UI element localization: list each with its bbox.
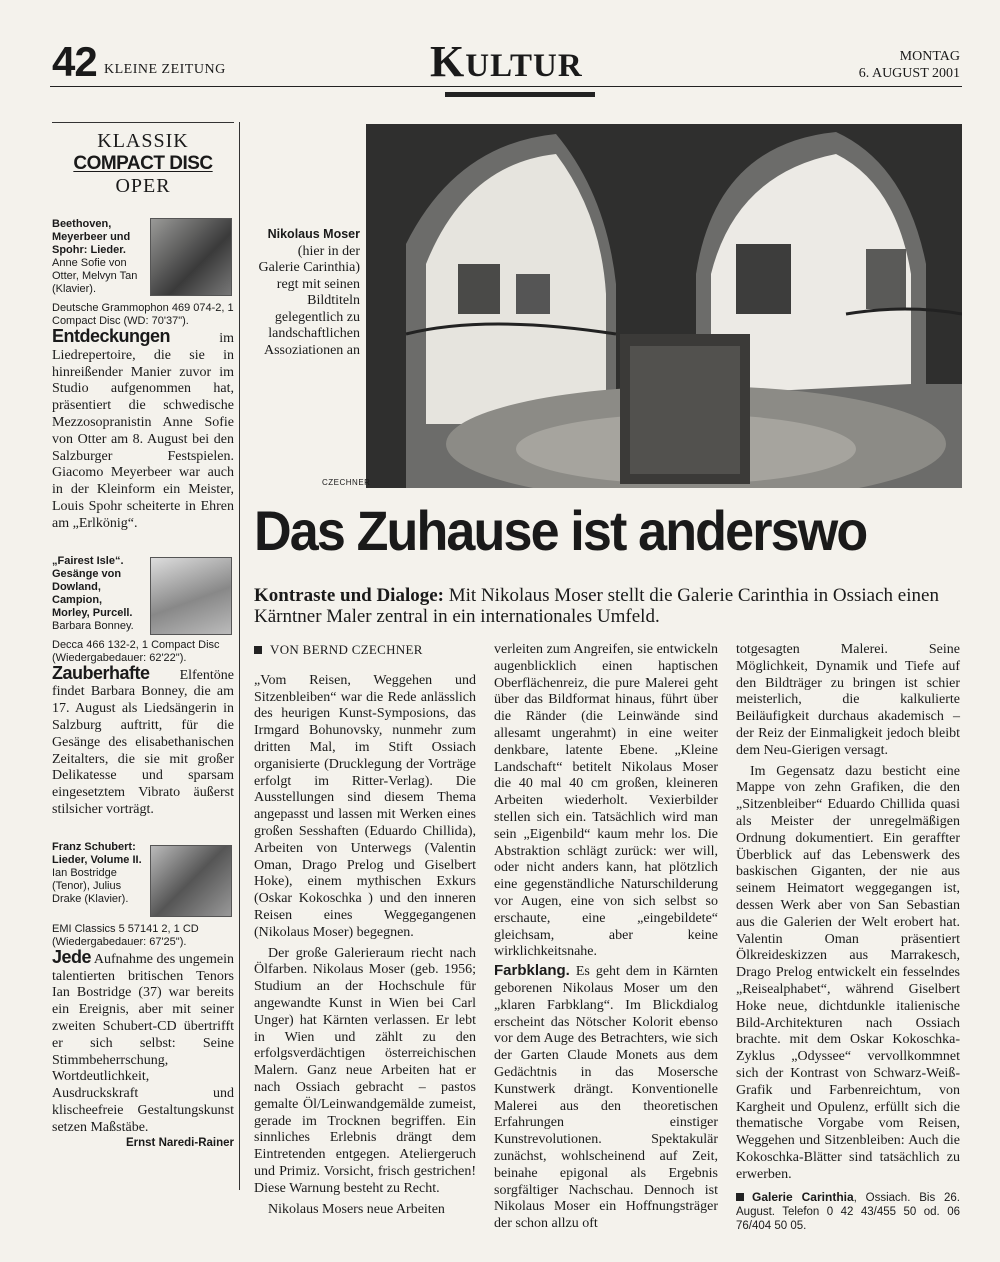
cd-label: Deutsche Grammophon 469 074-2, 1 Compact Disc (WD: 70'37").	[52, 302, 234, 327]
deck-text: Mit Nikolaus Moser stellt die Galerie Carinthia in Ossiach einen Kärntner Maler zentral in ein internationales Umfeld.	[254, 585, 939, 627]
section-title-initial: K	[430, 37, 466, 86]
article-column-2	[494, 642, 718, 1233]
article-column-1	[254, 642, 476, 1218]
paragraph: Der große Galerieraum riecht nach Ölfarben. Nikolaus Moser (geb. 1956; Studium an der Hochschule für angewandte Kunst in Wien bei Carl Unger) hat Kärnten verlassen. Er lebt in Wien und zählt zu den erfolgsverdächtigen österreichischen Malern. Ganz neue Arbeiten hat er nach Ossiach gebracht – pastos gemalte Öl/Leinwandgemälde zumeist, gerade im Trocknen begriffen. Ein sinnliches Erlebnis drängt dem Eintretenden entgegen. Ateliergeruch und Primiz. Vorsicht, frisch gestrichen! Diese Warnung besteht zu Recht.	[254, 945, 476, 1196]
sidebar-top-rule	[52, 122, 234, 123]
sidebar-heading-klassik: KLASSIK	[97, 130, 189, 152]
section-rule	[445, 92, 595, 97]
deck-lead: Kontraste und Dialoge:	[254, 585, 444, 606]
article-headline: Das Zuhause ist anderswo	[254, 499, 867, 562]
cd-artists: Ian Bostridge (Tenor), Julius Drake (Klavier).	[52, 866, 129, 905]
cd-label: Decca 466 132-2, 1 Compact Disc (Wiedergabedauer: 62'22").	[52, 638, 220, 664]
cd-title: „Fairest Isle“. Gesänge von Dowland, Campion, Morley, Purcell.	[52, 554, 133, 619]
review-lead: Jede	[52, 946, 92, 967]
review-lead: Entdeckungen	[52, 326, 171, 346]
issue-date	[859, 48, 960, 82]
bullet-square-icon	[254, 646, 262, 654]
review-body: Elfentöne findet Barbara Bonney, die am 17. August als Liedsängerin in Salzburg auftritt, für die Gesänge des elisabethanischen Zeitalters, die sie mit großer Delikatesse und sparsam eingesetztem Vibrato äußerst stilsicher vorträgt.	[52, 667, 234, 817]
gallery-interior-image	[366, 124, 962, 488]
section-title	[430, 36, 583, 87]
section-title-rest: ULTUR	[465, 48, 583, 84]
paragraph: „Vom Reisen, Weggehen und Sitzenbleiben“ war die Rede anlässlich des heurigen Kunst-Symposions, das Irmgard Bohunovsky, nunmehr zum dritten Mal, im Stift Ossiach organisierte (Drucklegung der Vorträge erfolgt im Ritter-Verlag). Die Ausstellungen sind diesem Thema angepasst und lassen mit Werken eines großen Sesshaften (Eduardo Chillida), Arbeiten von Unterwegs (Valentin Oman, Drago Prelog und Giselbert Hoke), einem mythischen Exkurs (Oskar Kokoschka ) und den inneren Reisen eines Weggegangenen (Nikolaus Moser) begegnen.	[254, 672, 476, 940]
photo-credit: CZECHNER	[322, 478, 371, 487]
page-number: 42	[52, 38, 97, 85]
article-deck	[254, 585, 964, 627]
album-cover-bostridge	[150, 845, 232, 917]
review-body: Aufnahme des ungemein talentierten britischen Tenors Ian Bostridge (37) war bereits ein Ereignis, aber mit seiner zweiten Schubert-CD übertrifft er sich selbst: Seine Stimmbeherrschung, Wortdeutlichkeit, Ausdruckskraft und klischeefreie Gestaltungskunst setzen Maßstäbe.	[52, 951, 234, 1135]
paragraph-body: Es geht dem in Kärnten geborenen Nikolaus Moser um den „klaren Farbklang“. Im Blickdialog erscheint das Nötscher Kolorit ebenso vor dem Auge des Betrachters, wie sich der Garten Claude Monets aus dem Gedächtnis in das Mosersche Kunstwerk drängt. Konventionelle Malerei aus den theoretischen Erfahrungen einstiger Kunstrevolutionen. Spektakulär zunächst, wohlscheinend auf Zeit, beinahe epigonal als Ergebnis sorgfältiger Nachschau. Dennoch ist Nikolaus Moser ein Hoffnungsträger der schon allzu oft	[494, 964, 718, 1232]
subhead-farbklang: Farbklang.	[494, 962, 570, 980]
issue-weekday: MONTAG	[899, 49, 960, 64]
issue-date-text: 6. AUGUST 2001	[858, 66, 960, 81]
album-cover-otter	[150, 218, 232, 296]
cd-artists: Anne Sofie von Otter, Melvyn Tan (Klavier).	[52, 257, 138, 295]
cd-label: EMI Classics 5 57141 2, 1 CD (Wiedergabedauer: 67'25").	[52, 922, 199, 948]
photo-caption	[254, 226, 360, 359]
byline	[254, 642, 476, 659]
caption-name: Nikolaus Moser	[267, 227, 360, 241]
album-cover-bonney	[150, 557, 232, 635]
paragraph: totgesagten Malerei. Seine Möglichkeit, Dynamik und Tiefe auf den Bildträger zu bringen ist schier meisterlich, die kalkulierte Beiläufigkeit durchaus akademisch – der Reiz der Einmaligkeit jedoch bleibt dem Neu-Gierigen versagt.	[736, 642, 960, 758]
article-column-3	[736, 642, 960, 1233]
newspaper-name: KLEINE ZEITUNG	[104, 62, 226, 77]
info-text: , Ossiach. Bis 26. August. Telefon 0 42 43/455 50 od. 06 76/404 50 05.	[736, 1191, 960, 1232]
bullet-square-icon	[736, 1193, 744, 1201]
caption-text: (hier in der Galerie Carinthia) regt mit seinen Bildtiteln gelegentlich zu landschaftlichen Assoziationen an	[258, 243, 360, 358]
sidebar-heading-cd: COMPACT DISC	[73, 153, 213, 174]
cd-review-sidebar	[52, 122, 234, 1190]
sidebar-heading-oper: OPER	[115, 175, 171, 197]
byline-text: VON BERND CZECHNER	[270, 642, 423, 657]
paragraph: Nikolaus Mosers neue Arbeiten	[268, 1201, 445, 1217]
masthead-rule	[50, 86, 962, 87]
cd-review-text	[52, 662, 234, 819]
paragraph: verleiten zum Angreifen, sie entwickeln augenblicklich einen haptischen Oberflächenreiz, die pure Malerei geht über das Bildformat hinaus, führt über die Ränder (die Leinwände sind allesamt ungerahmt) in eine weiter denkbare, latente Ebene. „Kleine Landschaft“ betitelt Nikolaus Moser die 40 mal 40 cm großen, kleineren Arbeiten wiederholt. Vexierbilder stellen sich ein. Tatsächlich wird man sein „Eigenbild“ kaum mehr los. Die Abstraktion schlägt zurück: wer will, oder nicht anders kann, hat plötzlich eine gegenständliche Naturschilderung vor Augen, eine von sich selbst so erschaute, eine „eingebildete“ gleichsam, aber keine wirklichkeitsnahe.	[494, 642, 718, 960]
exhibition-info	[736, 1190, 960, 1233]
gallery-photo	[366, 124, 962, 488]
sidebar-author: Ernst Naredi-Rainer	[125, 1136, 234, 1149]
paragraph: Im Gegensatz dazu besticht eine Mappe von zehn Grafiken, die den „Sitzenbleiber“ Eduardo Chillida quasi als Meister der unregelmäßigen Ordnung dokumentiert. Ein geraffter Überblick auf das Lebenswerk des baskischen Giganten, der nie aus seinem Heimatort weggegangen ist, dessen Werk aber von San Sebastian aus die Galerien der Welt erobert hat. Valentin Oman präsentiert Ölkreideskizzen aus Marrakesch, Drago Prelog entwickelt ein fesselndes „Reisealphabet“, während Giselbert Hoke neue, dichtdunkle italienische Bild-Architekturen nach Ossiach brachte. mit dem Oskar Kokoschka-Zyklus „Odyssee“ vervollkommnet sich der Kontrast von Schwarz-Weiß-Grafik und Farbenreichtum, von Kargheit und Opulenz, erfüllt sich die thematische Vorgabe vom Reisen, Weggehen und Sitzenbleiben: Auch die Kokoschka-Blätter sind tatsächlich zu erwerben.	[736, 763, 960, 1182]
cd-review-2	[52, 555, 234, 635]
cd-review-1	[52, 218, 234, 298]
cd-title: Franz Schubert: Lieder, Volume II.	[52, 840, 142, 866]
cd-review-text	[52, 946, 234, 1137]
info-lead: Galerie Carinthia	[752, 1189, 854, 1204]
cd-title: Beethoven, Meyerbeer und Spohr: Lieder.	[52, 218, 131, 256]
sidebar-divider	[239, 122, 240, 1190]
cd-artists: Barbara Bonney.	[52, 619, 134, 632]
review-body: im Liedrepertoire, die sie in hinreißender Manier zuvor im Studio aufgenommen hat, präsentiert die schwedische Mezzosopranistin Anne Sofie von Otter am 8. August bei den Salzburger Festspielen. Giacomo Meyerbeer war auch in der Kleinform ein Meister, Louis Spohr scheiterte in Ehren am „Erlkönig“.	[52, 331, 234, 531]
review-lead: Zauberhafte	[52, 662, 150, 683]
cd-review-text	[52, 328, 234, 533]
paragraph	[494, 963, 718, 1233]
cd-review-3	[52, 841, 234, 919]
